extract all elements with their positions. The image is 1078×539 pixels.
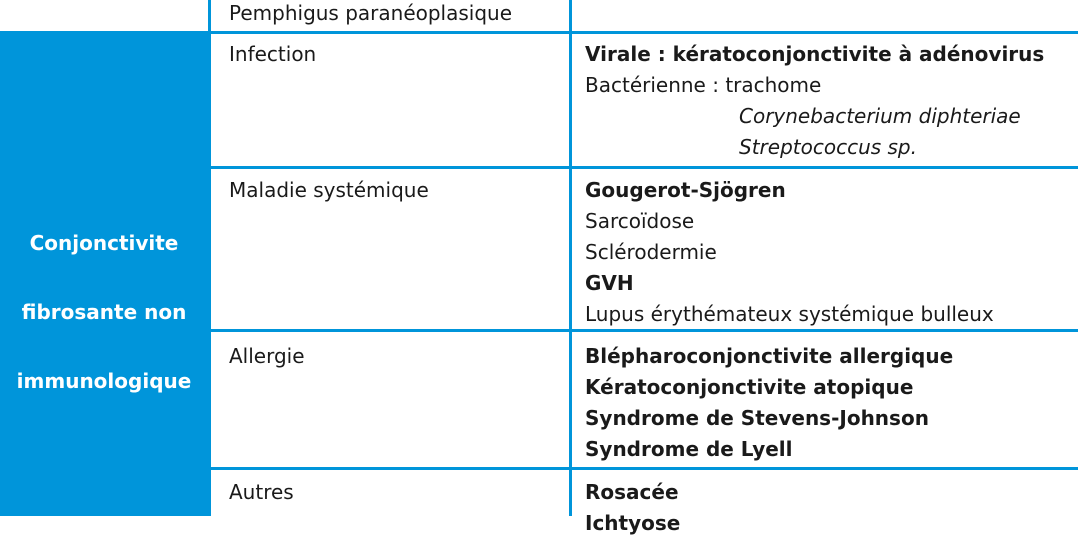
category-line: Conjonctivite: [29, 231, 179, 255]
detail-item: Corynebacterium diphteriae: [739, 104, 1021, 128]
row-divider: [0, 31, 1078, 34]
cause-label: Autres: [229, 480, 294, 504]
detail-item: Syndrome de Stevens-Johnson: [585, 406, 929, 430]
details-cell: [585, 175, 994, 330]
column-divider: [208, 0, 211, 516]
detail-item: Sarcoïdose: [585, 209, 695, 233]
cause-label: Allergie: [229, 344, 305, 368]
details-cell: [585, 477, 680, 539]
detail-item: Lupus érythémateux systémique bulleux: [585, 302, 994, 326]
cause-cell: [229, 39, 316, 70]
cause-label: Maladie systémique: [229, 178, 429, 202]
detail-item: Kératoconjonctivite atopique: [585, 375, 914, 399]
cause-cell: [229, 175, 429, 206]
detail-item: Streptococcus sp.: [739, 135, 917, 159]
details-cell: [585, 341, 953, 465]
detail-item: Rosacée: [585, 480, 679, 504]
detail-item: Blépharoconjonctivite allergique: [585, 344, 954, 368]
category-line: fibrosante non: [21, 300, 187, 324]
cause-cell: [229, 341, 305, 372]
cause-cell: [229, 0, 512, 29]
cause-label: Infection: [229, 42, 317, 66]
details-cell: [585, 39, 1044, 163]
detail-item: Sclérodermie: [585, 240, 717, 264]
detail-item: Gougerot-Sjögren: [585, 178, 786, 202]
cause-label: Pemphigus paranéoplasique: [229, 1, 513, 25]
detail-item: Bactérienne : trachome: [585, 73, 822, 97]
category-cell: [0, 33, 208, 516]
detail-item: Virale : kératoconjonctivite à adénovirus: [585, 42, 1045, 66]
row-divider: [208, 166, 1078, 169]
detail-item: GVH: [585, 271, 634, 295]
detail-item: Ichtyose: [585, 511, 681, 535]
column-divider: [569, 0, 572, 516]
row-divider: [208, 467, 1078, 470]
detail-item: Syndrome de Lyell: [585, 437, 793, 461]
cause-cell: [229, 477, 294, 508]
category-line: immunologique: [16, 369, 192, 393]
